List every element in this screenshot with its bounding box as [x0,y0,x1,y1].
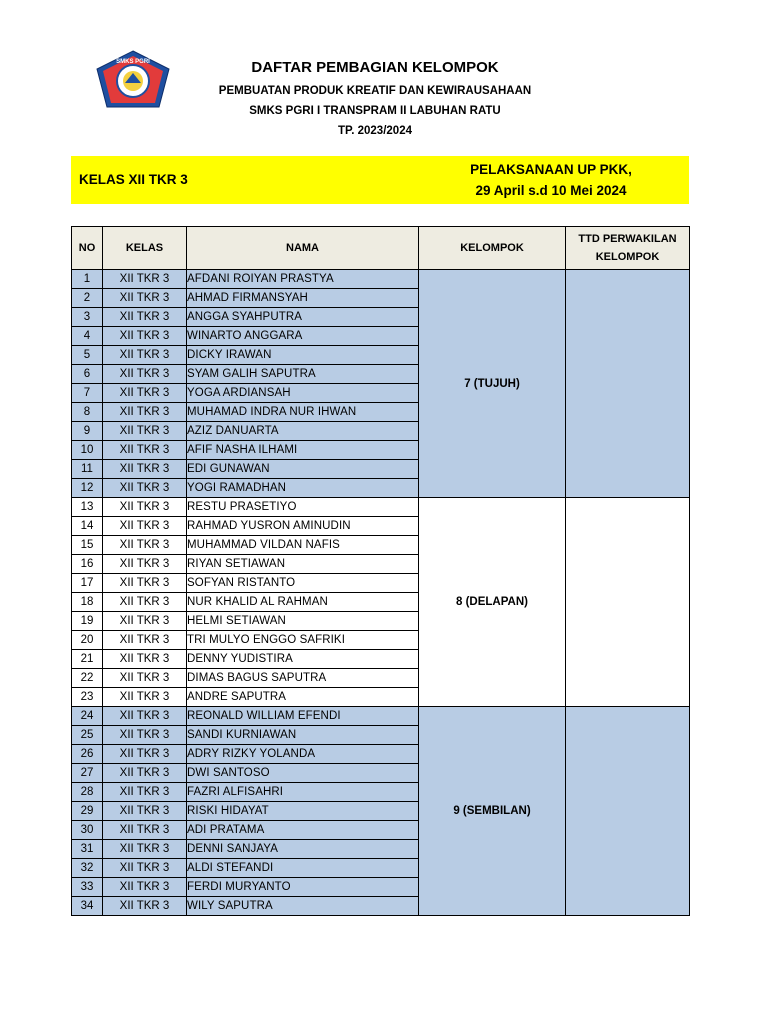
row-kelas: XII TKR 3 [103,726,187,745]
row-kelas: XII TKR 3 [103,498,187,517]
row-nama: ADI PRATAMA [187,821,419,840]
row-number: 16 [72,555,103,574]
row-kelas: XII TKR 3 [103,859,187,878]
row-kelas: XII TKR 3 [103,555,187,574]
row-kelas: XII TKR 3 [103,764,187,783]
row-kelas: XII TKR 3 [103,897,187,916]
row-number: 24 [72,707,103,726]
row-nama: DENNI SANJAYA [187,840,419,859]
row-nama: DWI SANTOSO [187,764,419,783]
row-kelas: XII TKR 3 [103,783,187,802]
row-number: 13 [72,498,103,517]
row-kelas: XII TKR 3 [103,745,187,764]
header-kelas: KELAS [103,227,187,270]
row-number: 12 [72,479,103,498]
row-kelas: XII TKR 3 [103,574,187,593]
row-number: 26 [72,745,103,764]
row-kelas: XII TKR 3 [103,460,187,479]
row-number: 14 [72,517,103,536]
row-nama: EDI GUNAWAN [187,460,419,479]
row-nama: REONALD WILLIAM EFENDI [187,707,419,726]
row-nama: SYAM GALIH SAPUTRA [187,365,419,384]
row-nama: AZIZ DANUARTA [187,422,419,441]
row-number: 30 [72,821,103,840]
row-kelas: XII TKR 3 [103,327,187,346]
row-nama: ALDI STEFANDI [187,859,419,878]
page-subtitle: PEMBUATAN PRODUK KREATIF DAN KEWIRAUSAHAAN [218,85,532,97]
row-nama: DIMAS BAGUS SAPUTRA [187,669,419,688]
page-title: DAFTAR PEMBAGIAN KELOMPOK [251,59,499,76]
row-number: 1 [72,270,103,289]
header-no: NO [72,227,103,270]
row-nama: YOGI RAMADHAN [187,479,419,498]
row-nama: RAHMAD YUSRON AMINUDIN [187,517,419,536]
row-number: 21 [72,650,103,669]
row-nama: AFIF NASHA ILHAMI [187,441,419,460]
schedule-label [463,159,639,201]
row-nama: ANGGA SYAHPUTRA [187,308,419,327]
header-nama: NAMA [187,227,419,270]
row-nama: AHMAD FIRMANSYAH [187,289,419,308]
row-number: 27 [72,764,103,783]
row-kelas: XII TKR 3 [103,631,187,650]
row-number: 25 [72,726,103,745]
group-label: 8 (DELAPAN) [419,498,566,707]
row-nama: WILY SAPUTRA [187,897,419,916]
row-nama: ANDRE SAPUTRA [187,688,419,707]
row-kelas: XII TKR 3 [103,802,187,821]
row-number: 8 [72,403,103,422]
row-nama: SANDI KURNIAWAN [187,726,419,745]
row-kelas: XII TKR 3 [103,403,187,422]
row-number: 9 [72,422,103,441]
row-kelas: XII TKR 3 [103,422,187,441]
row-kelas: XII TKR 3 [103,688,187,707]
row-nama: MUHAMMAD VILDAN NAFIS [187,536,419,555]
row-number: 11 [72,460,103,479]
row-kelas: XII TKR 3 [103,669,187,688]
row-nama: HELMI SETIAWAN [187,612,419,631]
row-kelas: XII TKR 3 [103,517,187,536]
row-nama: RISKI HIDAYAT [187,802,419,821]
row-kelas: XII TKR 3 [103,536,187,555]
row-kelas: XII TKR 3 [103,289,187,308]
row-kelas: XII TKR 3 [103,270,187,289]
signature-cell[interactable] [566,270,690,498]
row-kelas: XII TKR 3 [103,612,187,631]
row-number: 3 [72,308,103,327]
row-nama: MUHAMAD INDRA NUR IHWAN [187,403,419,422]
row-number: 19 [72,612,103,631]
header-kelompok: KELOMPOK [419,227,566,270]
row-number: 4 [72,327,103,346]
school-name: SMKS PGRI I TRANSPRAM II LABUHAN RATU [249,105,501,117]
row-nama: ADRY RIZKY YOLANDA [187,745,419,764]
row-number: 18 [72,593,103,612]
group-label: 7 (TUJUH) [419,270,566,498]
table-body [72,270,690,916]
table-row [72,498,690,517]
row-number: 22 [72,669,103,688]
row-number: 32 [72,859,103,878]
schedule-line-2: 29 April s.d 10 Mei 2024 [475,183,627,198]
document-header [180,58,570,141]
class-banner [71,156,689,204]
row-kelas: XII TKR 3 [103,878,187,897]
school-logo [93,49,173,109]
row-kelas: XII TKR 3 [103,441,187,460]
row-number: 17 [72,574,103,593]
row-nama: RIYAN SETIAWAN [187,555,419,574]
table-header-row [72,227,690,270]
row-nama: AFDANI ROIYAN PRASTYA [187,270,419,289]
row-number: 29 [72,802,103,821]
group-label: 9 (SEMBILAN) [419,707,566,916]
row-kelas: XII TKR 3 [103,308,187,327]
row-kelas: XII TKR 3 [103,821,187,840]
row-nama: FAZRI ALFISAHRI [187,783,419,802]
row-nama: SOFYAN RISTANTO [187,574,419,593]
school-year: TP. 2023/2024 [338,125,412,137]
row-kelas: XII TKR 3 [103,707,187,726]
row-kelas: XII TKR 3 [103,650,187,669]
row-number: 7 [72,384,103,403]
row-nama: NUR KHALID AL RAHMAN [187,593,419,612]
row-number: 15 [72,536,103,555]
header-ttd: TTD PERWAKILAN KELOMPOK [566,227,690,270]
row-nama: FERDI MURYANTO [187,878,419,897]
row-number: 31 [72,840,103,859]
row-kelas: XII TKR 3 [103,593,187,612]
row-number: 2 [72,289,103,308]
row-nama: RESTU PRASETIYO [187,498,419,517]
row-number: 10 [72,441,103,460]
row-number: 33 [72,878,103,897]
signature-cell[interactable] [566,498,690,707]
row-number: 23 [72,688,103,707]
row-number: 20 [72,631,103,650]
row-nama: WINARTO ANGGARA [187,327,419,346]
row-number: 5 [72,346,103,365]
logo-text: SMKS PGRI [116,59,150,65]
row-number: 28 [72,783,103,802]
row-nama: DENNY YUDISTIRA [187,650,419,669]
group-table [71,226,690,916]
row-kelas: XII TKR 3 [103,365,187,384]
row-kelas: XII TKR 3 [103,840,187,859]
row-nama: DICKY IRAWAN [187,346,419,365]
signature-cell[interactable] [566,707,690,916]
row-kelas: XII TKR 3 [103,346,187,365]
table-row [72,707,690,726]
row-nama: TRI MULYO ENGGO SAFRIKI [187,631,419,650]
row-kelas: XII TKR 3 [103,384,187,403]
row-number: 6 [72,365,103,384]
class-label: KELAS XII TKR 3 [79,172,188,187]
schedule-line-1: PELAKSANAAN UP PKK, [470,162,632,177]
row-number: 34 [72,897,103,916]
row-kelas: XII TKR 3 [103,479,187,498]
row-nama: YOGA ARDIANSAH [187,384,419,403]
table-row [72,270,690,289]
